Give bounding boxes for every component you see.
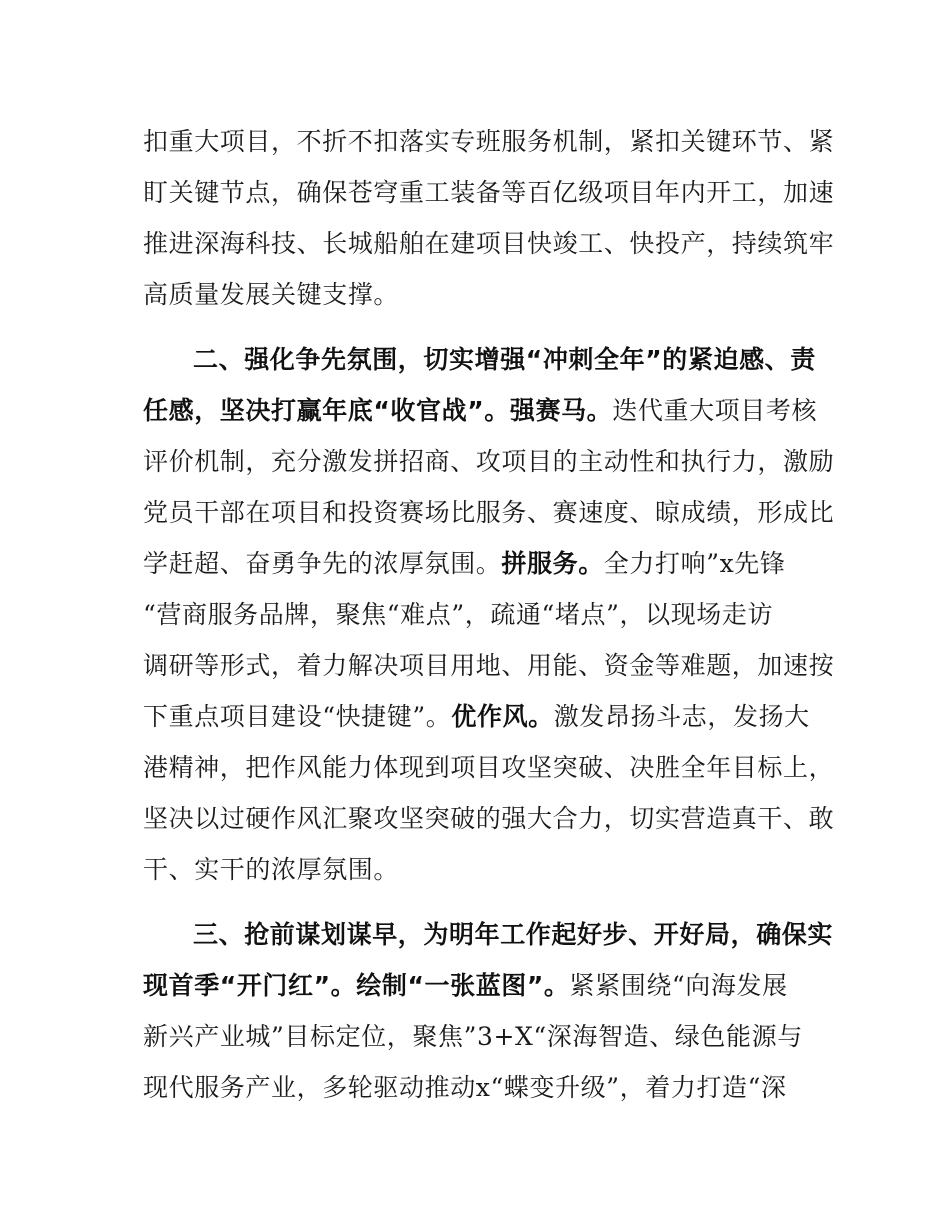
paragraph-2-line-8-tail: 激发昂扬斗志，发扬大 [553,702,810,731]
paragraph-2-line-11: 干、实干的浓厚氛围。 [143,855,400,884]
paragraph-3-line-2-text: 紧紧围绕“向海发展 [569,971,788,1000]
paragraph-2-heading-line-2: 任感，坚决打赢年底“收官战”。强赛马。 [143,396,613,425]
paragraph-2-heading-line-1: 二、强化争先氛围，切实增强“冲刺全年”的紧迫感、责 [193,345,816,374]
paragraph-2-subheading-style: 优作风。 [451,702,554,731]
paragraph-2-line-4: 党员干部在项目和投资赛场比服务、赛速度、晾成绩，形成比 [143,498,835,527]
paragraph-2-line-9: 港精神，把作风能力体现到项目攻坚突破、决胜全年目标上， [143,753,835,782]
paragraph-1-line-3: 推进深海科技、长城船舶在建项目快竣工、快投产，持续筑牢 [143,229,835,258]
paragraph-2-line-5 [143,546,786,582]
paragraph-2-line-3: 评价机制，充分激发拼招商、攻项目的主动性和执行力，激励 [143,447,835,476]
paragraph-2-line-2 [143,393,817,429]
paragraph-1-line-2: 盯关键节点，确保苍穹重工装备等百亿级项目年内开工，加速 [143,178,835,207]
paragraph-2-line-8-text: 下重点项目建设“快捷键”。 [143,702,452,731]
paragraph-3-heading-line-1: 三、抢前谋划谋早，为明年工作起好步、开好局，确保实 [193,920,834,949]
paragraph-2-line-6: “营商服务品牌，聚焦“难点”，疏通“堵点”，以现场走访 [143,600,774,629]
paragraph-1-line-4: 高质量发展关键支撑。 [143,280,400,309]
paragraph-3-line-2 [143,968,788,1004]
paragraph-2-line-10: 坚决以过硬作风汇聚攻坚突破的强大合力，切实营造真干、敢 [143,804,835,833]
paragraph-3-heading-line-2: 现首季“开门红”。绘制“一张蓝图”。 [143,971,570,1000]
paragraph-1-line-1: 扣重大项目，不折不扣落实专班服务机制，紧扣关键环节、紧 [143,127,835,156]
paragraph-3-line-4: 现代服务产业，多轮驱动推动x“蝶变升级”，着力打造“深 [143,1073,787,1102]
paragraph-2-line-2-text: 迭代重大项目考核 [612,396,818,425]
paragraph-3-line-3: 新兴产业城”目标定位，聚焦”3+X“深海智造、绿色能源与 [143,1022,803,1051]
paragraph-2-subheading-service: 拼服务。 [501,549,604,578]
paragraph-2-line-7: 调研等形式，着力解决项目用地、用能、资金等难题，加速按 [143,651,835,680]
paragraph-2-line-5-tail: 全力打响”x先锋 [603,549,786,578]
paragraph-2-line-5-text: 学赶超、奋勇争先的浓厚氛围。 [143,549,502,578]
paragraph-2-line-8 [143,699,810,735]
